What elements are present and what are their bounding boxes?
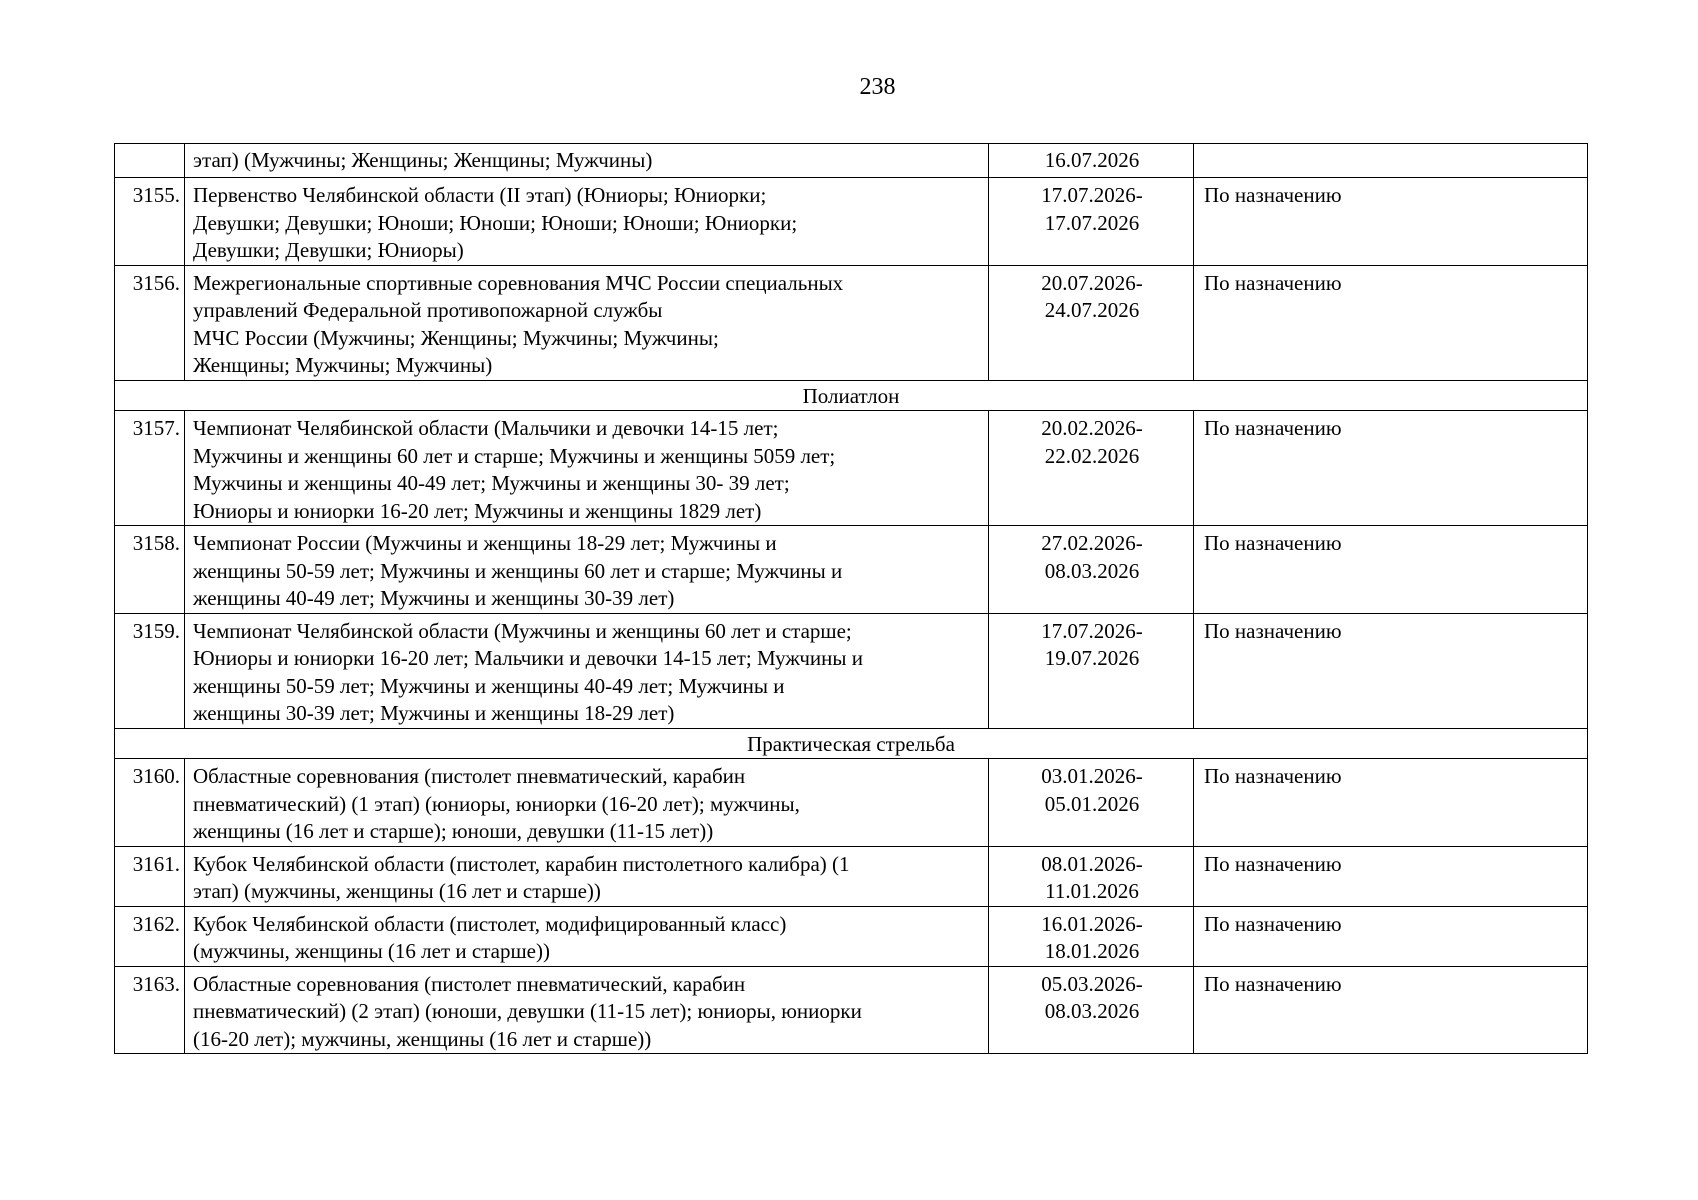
row-number: 3156.	[115, 265, 185, 380]
table-row	[115, 265, 1588, 380]
row-number: 3160.	[115, 759, 185, 847]
event-dates: 27.02.2026- 08.03.2026	[989, 526, 1194, 614]
event-venue: По назначению	[1194, 846, 1588, 906]
page-number: 238	[859, 74, 896, 100]
section-heading: Практическая стрельба	[115, 728, 1588, 759]
row-number: 3155.	[115, 178, 185, 266]
event-name: Чемпионат Челябинской области (Мужчины и женщины 60 лет и старше; Юниоры и юниорки 16-20 лет; Мальчики и девочки 14-15 лет; Мужчины и женщины 50-59 лет; Мужчины и женщины 40-49 лет; Мужчины и женщины 30-39 лет; Мужчины и женщины 18-29 лет)	[185, 613, 989, 728]
event-name: Первенство Челябинской области (II этап) (Юниоры; Юниорки; Девушки; Девушки; Юноши; Юноши; Юноши; Юноши; Юниорки; Девушки; Девушки; Юниоры)	[185, 178, 989, 266]
table-row	[115, 759, 1588, 847]
event-dates: 20.02.2026- 22.02.2026	[989, 411, 1194, 526]
section-row	[115, 728, 1588, 759]
event-dates: 03.01.2026- 05.01.2026	[989, 759, 1194, 847]
event-venue: По назначению	[1194, 526, 1588, 614]
section-row	[115, 380, 1588, 411]
table-row	[115, 966, 1588, 1054]
event-name: Межрегиональные спортивные соревнования МЧС России специальных управлений Федеральной противопожарной службы МЧС России (Мужчины; Женщины; Мужчины; Мужчины; Женщины; Мужчины; Мужчины)	[185, 265, 989, 380]
event-name: Кубок Челябинской области (пистолет, модифицированный класс) (мужчины, женщины (16 лет и старше))	[185, 906, 989, 966]
table-row	[115, 846, 1588, 906]
event-dates: 16.01.2026- 18.01.2026	[989, 906, 1194, 966]
event-name: Областные соревнования (пистолет пневматический, карабин пневматический) (2 этап) (юноши, девушки (11-15 лет); юниоры, юниорки (16-20 лет); мужчины, женщины (16 лет и старше))	[185, 966, 989, 1054]
table-row	[115, 411, 1588, 526]
event-venue: По назначению	[1194, 265, 1588, 380]
event-dates: 20.07.2026- 24.07.2026	[989, 265, 1194, 380]
event-name: этап) (Мужчины; Женщины; Женщины; Мужчины)	[185, 144, 989, 178]
row-number	[115, 144, 185, 178]
event-venue	[1194, 144, 1588, 178]
row-number: 3162.	[115, 906, 185, 966]
event-venue: По назначению	[1194, 178, 1588, 266]
event-dates: 17.07.2026- 19.07.2026	[989, 613, 1194, 728]
event-dates: 08.01.2026- 11.01.2026	[989, 846, 1194, 906]
row-number: 3163.	[115, 966, 185, 1054]
event-name: Областные соревнования (пистолет пневматический, карабин пневматический) (1 этап) (юниоры, юниорки (16-20 лет); мужчины, женщины (16 лет и старше); юноши, девушки (11-15 лет))	[185, 759, 989, 847]
table-row	[115, 906, 1588, 966]
table-row	[115, 144, 1588, 178]
event-venue: По назначению	[1194, 759, 1588, 847]
event-dates: 16.07.2026	[989, 144, 1194, 178]
event-name: Чемпионат Челябинской области (Мальчики и девочки 14-15 лет; Мужчины и женщины 60 лет и старше; Мужчины и женщины 5059 лет; Мужчины и женщины 40-49 лет; Мужчины и женщины 30- 39 лет; Юниоры и юниорки 16-20 лет; Мужчины и женщины 1829 лет)	[185, 411, 989, 526]
events-table	[114, 143, 1588, 1054]
event-name: Кубок Челябинской области (пистолет, карабин пистолетного калибра) (1 этап) (мужчины, женщины (16 лет и старше))	[185, 846, 989, 906]
event-dates: 17.07.2026- 17.07.2026	[989, 178, 1194, 266]
table-row	[115, 526, 1588, 614]
event-dates: 05.03.2026- 08.03.2026	[989, 966, 1194, 1054]
event-venue: По назначению	[1194, 613, 1588, 728]
events-table-body	[115, 144, 1588, 1054]
table-row	[115, 178, 1588, 266]
row-number: 3158.	[115, 526, 185, 614]
event-venue: По назначению	[1194, 411, 1588, 526]
section-heading: Полиатлон	[115, 380, 1588, 411]
event-venue: По назначению	[1194, 906, 1588, 966]
event-name: Чемпионат России (Мужчины и женщины 18-29 лет; Мужчины и женщины 50-59 лет; Мужчины и женщины 60 лет и старше; Мужчины и женщины 40-49 лет; Мужчины и женщины 30-39 лет)	[185, 526, 989, 614]
event-venue: По назначению	[1194, 966, 1588, 1054]
row-number: 3157.	[115, 411, 185, 526]
row-number: 3159.	[115, 613, 185, 728]
table-row	[115, 613, 1588, 728]
row-number: 3161.	[115, 846, 185, 906]
